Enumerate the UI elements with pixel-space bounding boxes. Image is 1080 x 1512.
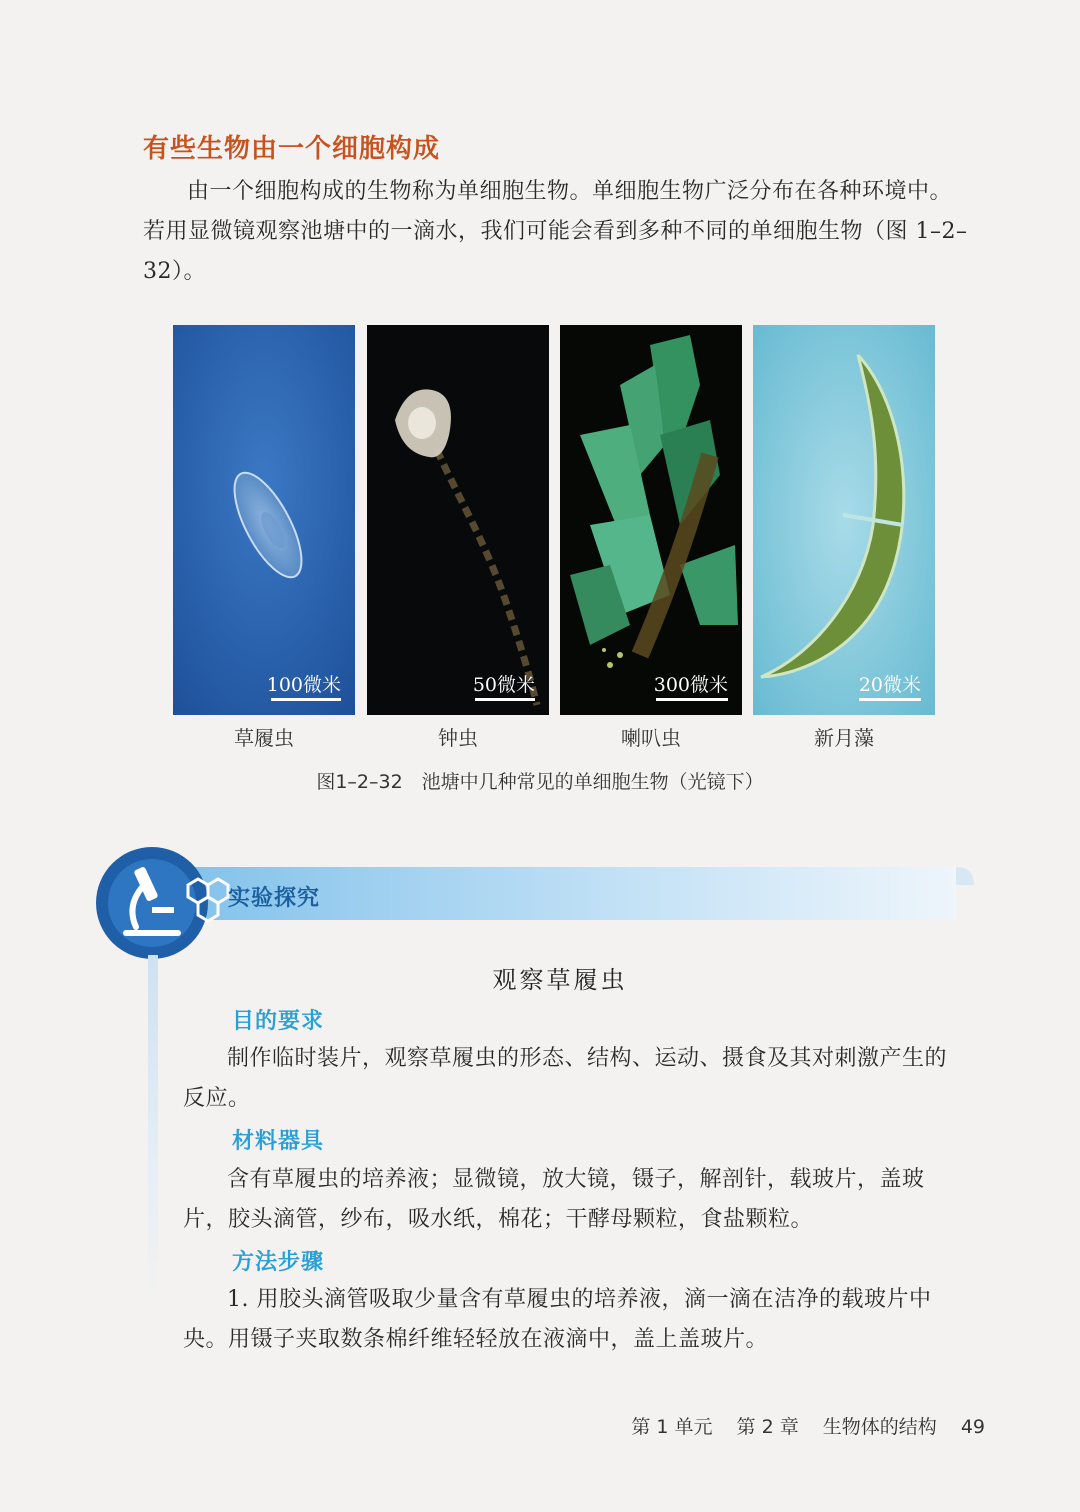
- scale-label-closterium: 20微米: [859, 670, 921, 701]
- scale-bar: [656, 698, 728, 701]
- figure-caption: 图1–2–32 池塘中几种常见的单细胞生物（光镜下）: [316, 771, 764, 793]
- materials-text: 含有草履虫的培养液；显微镜，放大镜，镊子，解剖针，载玻片，盖玻片，胶头滴管，纱布，吸水纸，棉花；干酵母颗粒，食盐颗粒。: [183, 1167, 925, 1232]
- intro-paragraph: [143, 172, 973, 292]
- scale-label-vorticella: 50微米: [473, 670, 535, 701]
- footer-title: 生物体的结构: [822, 1416, 937, 1438]
- goals-paragraph: [183, 1039, 948, 1119]
- photo-caption-closterium: 新月藻: [814, 726, 874, 750]
- experiment-title: 观察草履虫: [492, 966, 628, 994]
- section-heading: 有些生物由一个细胞构成: [143, 134, 441, 164]
- subheading-steps: 方法步骤: [232, 1250, 325, 1275]
- page-number: 49: [960, 1416, 985, 1438]
- scale-bar: [859, 698, 921, 701]
- page-footer: [613, 1412, 985, 1439]
- materials-paragraph: [183, 1160, 948, 1240]
- photo-caption-stentor: 喇叭虫: [621, 726, 681, 750]
- photo-closterium: [753, 325, 935, 715]
- photo-caption-vorticella: 钟虫: [438, 726, 478, 750]
- photo-paramecium: [173, 325, 355, 715]
- goals-text: 制作临时装片，观察草履虫的形态、结构、运动、摄食及其对刺激产生的反应。: [183, 1046, 948, 1111]
- subheading-goals: 目的要求: [232, 1009, 325, 1034]
- steps-paragraph: [183, 1280, 948, 1360]
- scale-label-paramecium: 100微米: [267, 670, 341, 701]
- scale-bar: [475, 698, 535, 701]
- photo-caption-paramecium: 草履虫: [234, 726, 294, 750]
- scale-label-stentor: 300微米: [654, 670, 728, 701]
- scale-bar: [271, 698, 341, 701]
- steps-text: 1. 用胶头滴管吸取少量含有草履虫的培养液，滴一滴在洁净的载玻片中央。用镊子夹取数条棉纤维轻轻放在液滴中，盖上盖玻片。: [183, 1287, 932, 1352]
- figure-photo-row: [173, 325, 938, 715]
- footer-unit: 第 1 单元: [631, 1416, 713, 1438]
- subheading-materials: 材料器具: [232, 1129, 325, 1154]
- footer-chapter: 第 2 章: [736, 1416, 799, 1438]
- lab-banner-title: 实验探究: [228, 886, 321, 911]
- photo-vorticella: [367, 325, 549, 715]
- lab-side-bar: [148, 955, 158, 1310]
- photo-stentor: [560, 325, 742, 715]
- intro-text: 由一个细胞构成的生物称为单细胞生物。单细胞生物广泛分布在各种环境中。若用显微镜观察池塘中的一滴水，我们可能会看到多种不同的单细胞生物（图 1–2–32）。: [143, 179, 968, 284]
